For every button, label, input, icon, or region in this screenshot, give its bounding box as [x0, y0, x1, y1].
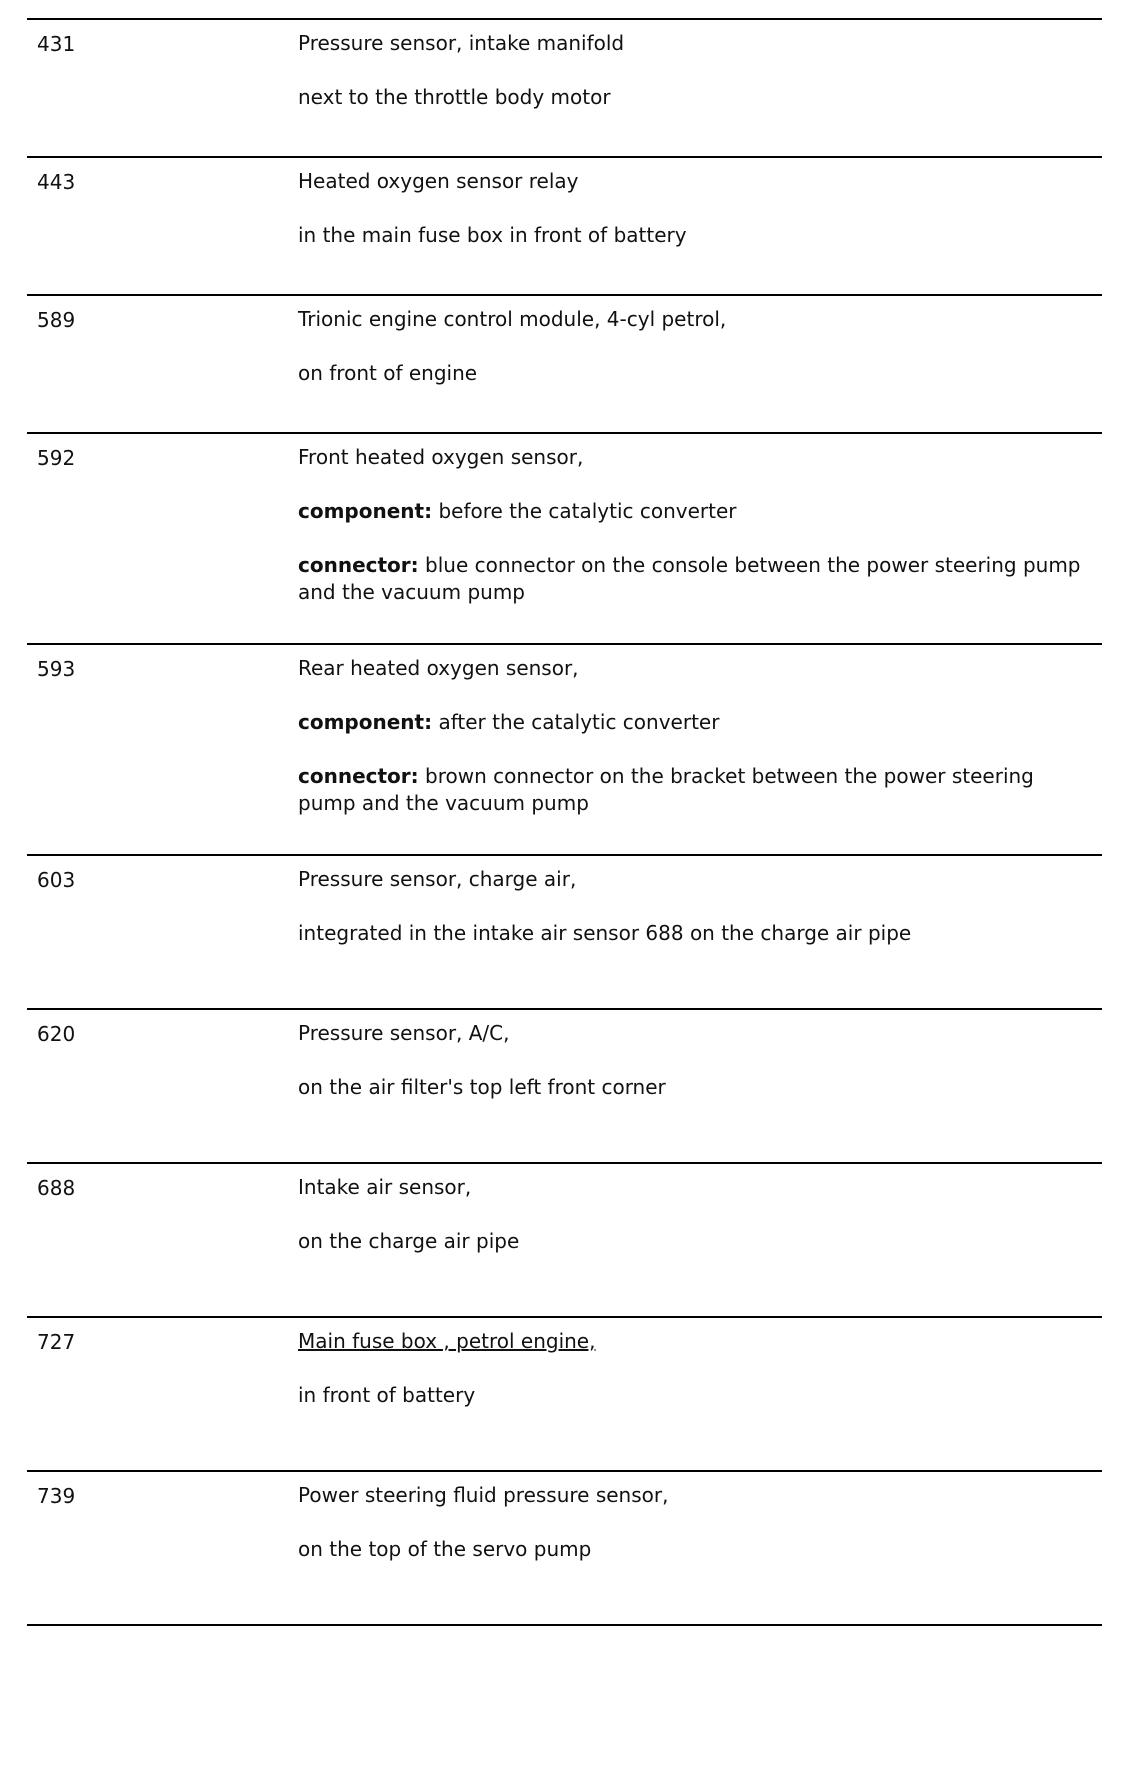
component-description: [298, 1482, 1088, 1563]
connector-detail: [298, 763, 1088, 817]
component-description: [298, 444, 1088, 606]
connector-label: connector:: [298, 553, 419, 577]
component-title: Trionic engine control module, 4-cyl petrol,: [298, 307, 727, 331]
connector-detail: [298, 552, 1088, 606]
component-description: [298, 306, 1088, 387]
table-row: [27, 1008, 1102, 1162]
component-title: Power steering fluid pressure sensor,: [298, 1483, 669, 1507]
table-row: [27, 156, 1102, 294]
component-location: on front of engine: [298, 361, 478, 385]
component-location: on the top of the servo pump: [298, 1537, 592, 1561]
component-title: Heated oxygen sensor relay: [298, 169, 579, 193]
component-title: Pressure sensor, intake manifold: [298, 31, 625, 55]
component-code: 431: [37, 32, 76, 56]
component-description: [298, 1174, 1088, 1255]
component-code: 739: [37, 1484, 76, 1508]
component-description: [298, 866, 1088, 947]
component-code: 592: [37, 446, 76, 470]
component-detail: [298, 709, 1088, 736]
component-code: 727: [37, 1330, 76, 1354]
component-description: [298, 168, 1088, 249]
component-description: [298, 655, 1088, 817]
component-location: in the main fuse box in front of battery: [298, 223, 687, 247]
component-title: Intake air sensor,: [298, 1175, 472, 1199]
component-detail-text: before the catalytic converter: [432, 499, 737, 523]
component-label: component:: [298, 710, 433, 734]
table-row: [27, 1470, 1102, 1624]
component-description: [298, 30, 1088, 111]
component-location: in front of battery: [298, 1383, 476, 1407]
component-location: on the charge air pipe: [298, 1229, 520, 1253]
table-row: [27, 1316, 1102, 1470]
component-location-table: [27, 18, 1102, 1626]
component-code: 603: [37, 868, 76, 892]
table-row: [27, 294, 1102, 432]
component-location: on the air filter's top left front corner: [298, 1075, 666, 1099]
connector-detail-text: blue connector on the console between the power steering pump and the vacuum pump: [298, 553, 1081, 604]
component-title: Pressure sensor, A/C,: [298, 1021, 510, 1045]
component-description: [298, 1020, 1088, 1101]
component-code: 443: [37, 170, 76, 194]
component-location: integrated in the intake air sensor 688 on the charge air pipe: [298, 921, 912, 945]
table-bottom-rule: [27, 1624, 1102, 1626]
connector-label: connector:: [298, 764, 419, 788]
component-code: 593: [37, 657, 76, 681]
connector-detail-text: brown connector on the bracket between the power steering pump and the vacuum pump: [298, 764, 1034, 815]
component-title: Front heated oxygen sensor,: [298, 445, 584, 469]
component-code: 589: [37, 308, 76, 332]
component-location: next to the throttle body motor: [298, 85, 611, 109]
table-row: [27, 18, 1102, 156]
main-fuse-box-link[interactable]: Main fuse box , petrol engine,: [298, 1329, 596, 1353]
component-detail: [298, 498, 1088, 525]
component-label: component:: [298, 499, 433, 523]
component-title: Pressure sensor, charge air,: [298, 867, 577, 891]
component-code: 620: [37, 1022, 76, 1046]
table-row: [27, 854, 1102, 1008]
component-description: [298, 1328, 1088, 1409]
table-row: [27, 1162, 1102, 1316]
table-row: [27, 643, 1102, 854]
component-title: Rear heated oxygen sensor,: [298, 656, 579, 680]
component-code: 688: [37, 1176, 76, 1200]
table-row: [27, 432, 1102, 643]
component-detail-text: after the catalytic converter: [432, 710, 720, 734]
